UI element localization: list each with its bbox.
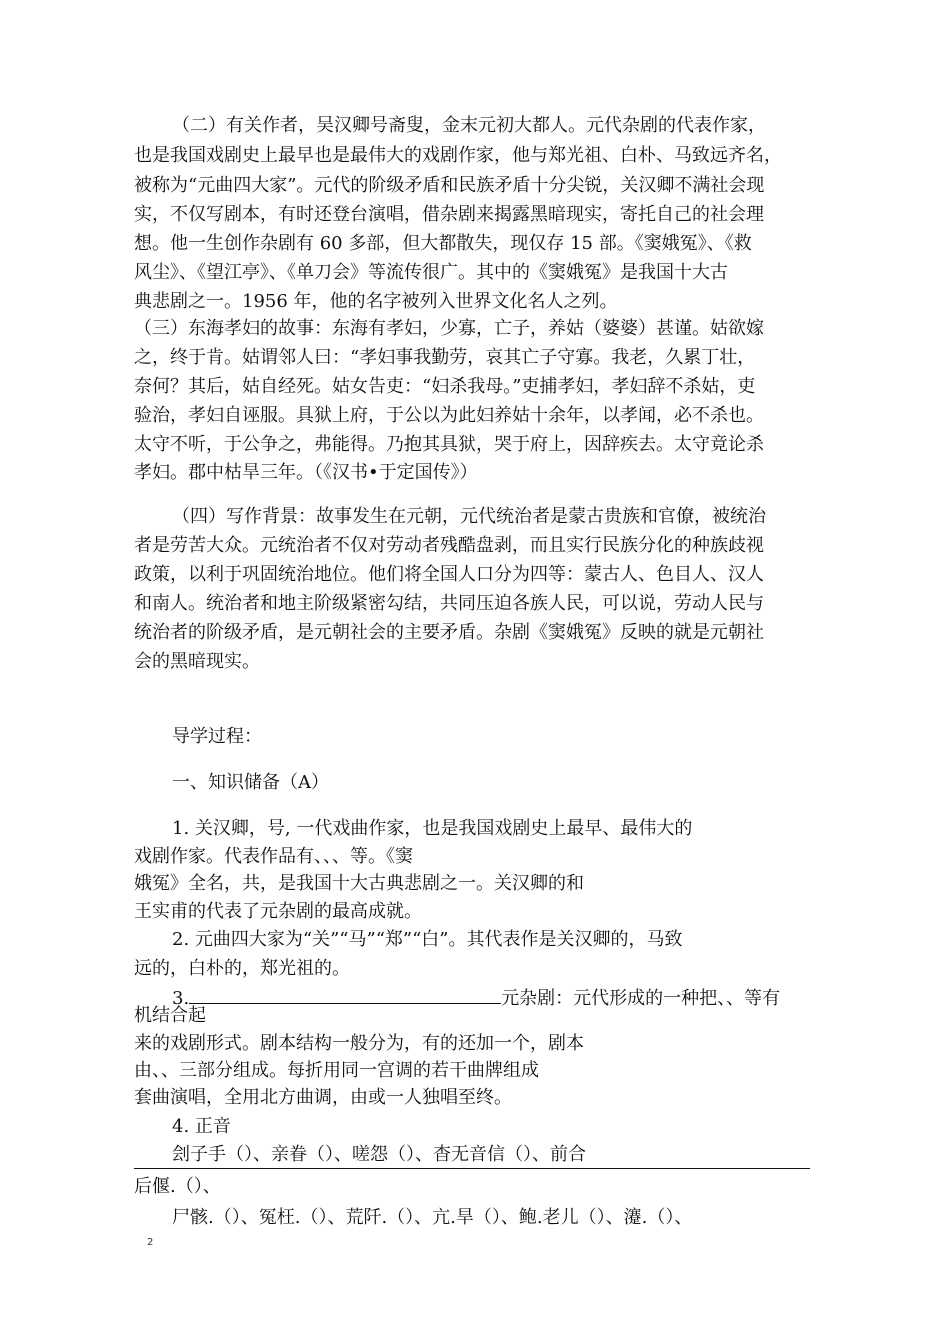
page-number: 2	[147, 1237, 154, 1248]
q4-line: 4. 正音	[172, 1116, 231, 1137]
divider-line	[134, 1168, 810, 1169]
author-line: 被称为“元曲四大家”。元代的阶级矛盾和民族矛盾十分尖锐，关汉卿不满社会现	[134, 175, 765, 196]
q2-line: 远的，白朴的，郑光祖的。	[134, 958, 350, 979]
background-line: （四）写作背景：故事发生在元朝，元代统治者是蒙古贵族和官僚，被统治	[172, 506, 766, 527]
q3-blank[interactable]	[189, 985, 501, 1004]
story-line: 奈何？其后，姑自经死。姑女告吏：“妇杀我母。”吏捕孝妇，孝妇辞不杀姑，吏	[134, 376, 756, 397]
q3-line: 套曲演唱，全用北方曲调，由或一人独唱至终。	[134, 1087, 512, 1108]
story-line: （三）东海孝妇的故事：东海有孝妇，少寡，亡子，养姑（婆婆）甚谨。姑欲嫁	[134, 318, 764, 339]
q3-text: 元杂剧：元代形成的一种把、、等有	[501, 988, 781, 1009]
background-line: 政策，以利于巩固统治地位。他们将全国人口分为四等：蒙古人、色目人、汉人	[134, 564, 764, 585]
author-line: （二）有关作者，吴汉卿号斋叟，金末元初大都人。元代杂剧的代表作家，	[172, 115, 766, 136]
q1-line: 王实甫的代表了元杂剧的最高成就。	[134, 901, 422, 922]
q3-line: 由、、三部分组成。每折用同一宫调的若干曲牌组成	[134, 1060, 539, 1081]
knowledge-heading: 一、知识储备（A）	[172, 772, 329, 793]
story-line: 太守不听，于公争之，弗能得。乃抱其具狱，哭于府上，因辞疾去。太守竟论杀	[134, 434, 764, 455]
background-line: 统治者的阶级矛盾，是元朝社会的主要矛盾。杂剧《窦娥冤》反映的就是元朝社	[134, 622, 764, 643]
story-line: 验治，孝妇自诬服。具狱上府，于公以为此妇养姑十余年，以孝闻，必不杀也。	[134, 405, 764, 426]
story-line: 孝妇。郡中枯旱三年。（《汉书•于定国传》）	[134, 462, 478, 483]
story-line: 之，终于肯。姑谓邻人曰：“孝妇事我勤劳，哀其亡子守寡。我老，久累丁壮，	[134, 347, 756, 368]
background-line: 和南人。统治者和地主阶级紧密勾结，共同压迫各族人民，可以说，劳动人民与	[134, 593, 764, 614]
author-line: 也是我国戏剧史上最早也是最伟大的戏剧作家，他与郑光祖、白朴、马致远齐名，	[134, 145, 782, 166]
q1-line: 1. 关汉卿，号, 一代戏曲作家，也是我国戏剧史上最早、最伟大的	[172, 818, 693, 839]
q3-line	[172, 985, 780, 1010]
author-line: 实，不仅写剧本，有时还登台演唱，借杂剧来揭露黑暗现实，寄托自己的社会理	[134, 204, 764, 225]
q2-line: 2. 元曲四大家为“关”“马”“郑”“白”。其代表作是关汉卿的，马致	[172, 929, 683, 950]
author-line: 想。他一生创作杂剧有 60 多部，但大都散失，现仅存 15 部。《窦娥冤》、《救	[134, 233, 752, 254]
guide-heading: 导学过程：	[172, 726, 262, 747]
author-line: 典悲剧之一。1956 年，他的名字被列入世界文化名人之列。	[134, 291, 618, 312]
background-line: 者是劳苦大众。元统治者不仅对劳动者残酷盘剥，而且实行民族分化的种族歧视	[134, 535, 764, 556]
q4-line: 尸骸.（）、冤枉.（）、荒阡.（）、亢.旱（）、鲍.老儿（）、瀽.（）、	[172, 1207, 693, 1228]
q3-line: 机结合起	[134, 1005, 206, 1026]
q4-line: 刽子手（）、亲眷（）、嗟怨（）、杳无音信（）、前合	[172, 1144, 586, 1165]
background-line: 会的黑暗现实。	[134, 651, 260, 672]
q3-number: 3.	[172, 988, 190, 1009]
author-line: 风尘》、《望江亭》、《单刀会》等流传很广。其中的《窦娥冤》是我国十大古	[134, 262, 728, 283]
q4-line: 后偃.（）、	[134, 1176, 221, 1197]
q1-line: 戏剧作家。代表作品有、、、等。《窦	[134, 846, 413, 867]
q1-line: 娥冤》全名，共，是我国十大古典悲剧之一。关汉卿的和	[134, 873, 584, 894]
q3-line: 来的戏剧形式。剧本结构一般分为，有的还加一个，剧本	[134, 1033, 584, 1054]
